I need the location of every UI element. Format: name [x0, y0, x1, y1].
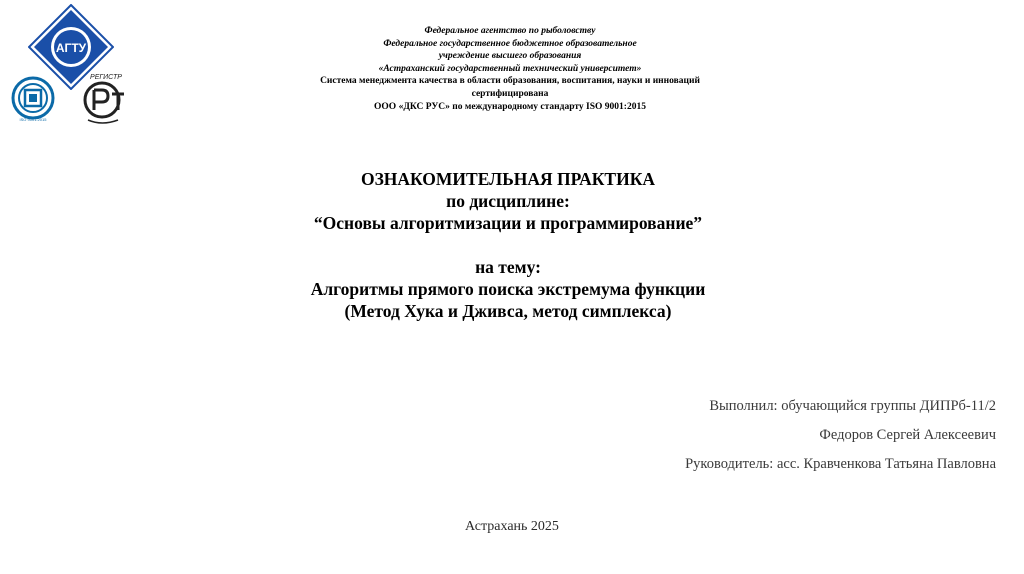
- practice-title: ОЗНАКОМИТЕЛЬНАЯ ПРАКТИКА: [360, 169, 656, 189]
- discipline-label: по дисциплине:: [446, 191, 570, 211]
- discipline-name: “Основы алгоритмизации и программирование”: [313, 213, 703, 233]
- header-line-education-level: учреждение высшего образования: [438, 51, 582, 62]
- rst-register-icon: [72, 70, 134, 126]
- iso-logo-text: ISO 9001:2015: [19, 117, 47, 122]
- authors-block: [476, 392, 996, 479]
- student-name: Федоров Сергей Алексеевич: [819, 427, 996, 443]
- iso-cert-icon: [8, 76, 58, 122]
- header-line-certified: сертифицирована: [471, 88, 549, 99]
- institution-header: [260, 25, 760, 113]
- title-spacer: [200, 234, 816, 256]
- rst-logo-text: РЕГИСТР: [90, 74, 122, 81]
- header-line-institution-type: Федеральное государственное бюджетное образовательное: [383, 38, 637, 49]
- topic-methods: (Метод Хука и Дживса, метод симплекса): [344, 301, 672, 321]
- header-line-agency: Федеральное агентство по рыболовству: [424, 26, 596, 36]
- supervisor-line: Руководитель: асс. Кравченкова Татьяна Павловна: [685, 456, 996, 472]
- performer-line: Выполнил: обучающийся группы ДИПРб-11/2: [709, 398, 996, 414]
- header-line-iso-standard: ООО «ДКС РУС» по международному стандарту ISO 9001:2015: [374, 101, 646, 112]
- topic-label: на тему:: [475, 257, 541, 277]
- astu-logo-text: АГТУ: [55, 41, 87, 55]
- title-block: [200, 168, 816, 322]
- header-line-university-name: «Астраханский государственный технический университет»: [378, 63, 642, 74]
- topic-name: Алгоритмы прямого поиска экстремума функции: [310, 279, 706, 299]
- city-year: Астрахань 2025: [465, 519, 559, 534]
- header-line-quality-system: Система менеджмента качества в области образования, воспитания, науки и инноваций: [320, 76, 700, 87]
